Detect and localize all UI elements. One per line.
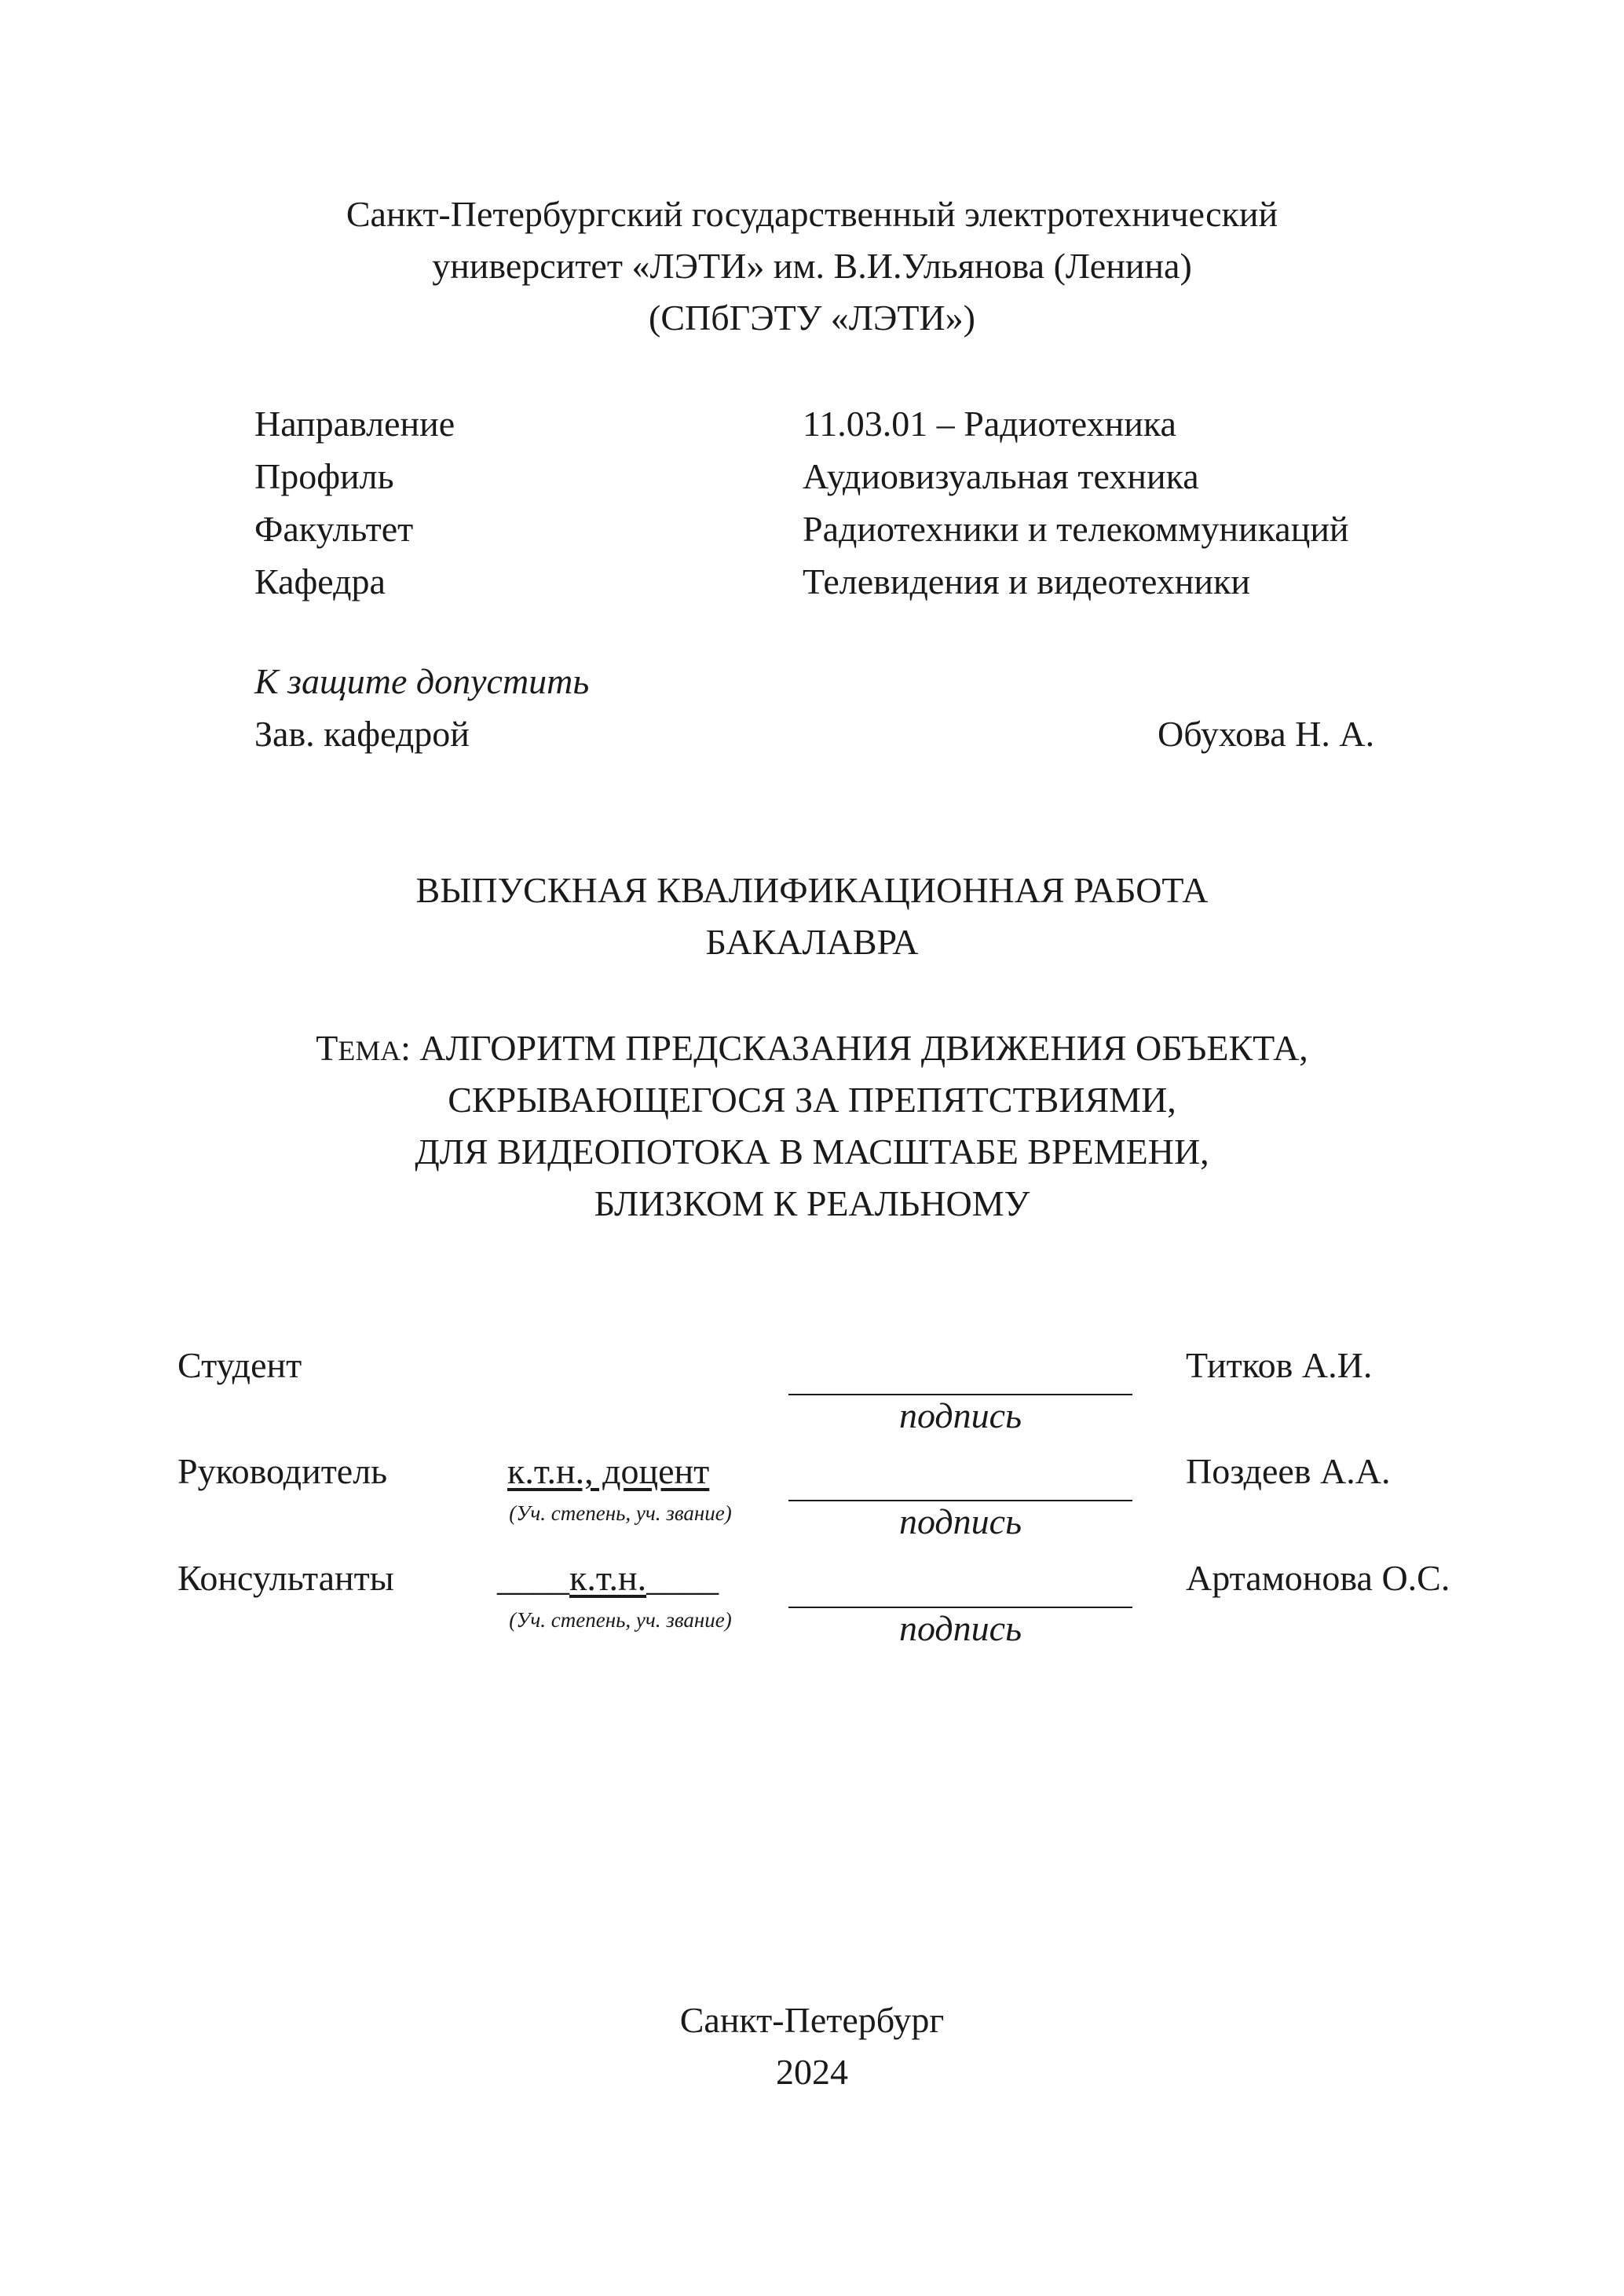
supervisor-degree-caption: (Уч. степень, уч. звание) (509, 1501, 732, 1525)
university-name-line-2: университет «ЛЭТИ» им. В.И.Ульянова (Ленина) (432, 246, 1192, 286)
work-type-line-2: БАКАЛАВРА (705, 922, 919, 962)
topic-prefix-initial: Т (316, 1028, 338, 1068)
consultant-name: Артамонова О.С. (1186, 1558, 1450, 1598)
supervisor-role: Руководитель (177, 1451, 388, 1491)
work-type-line-1: ВЫПУСКНАЯ КВАЛИФИКАЦИОННАЯ РАБОТА (415, 870, 1209, 910)
info-label-profile: Профиль (254, 456, 394, 496)
footer-year: 2024 (776, 2052, 848, 2092)
supervisor-name: Поздеев А.А. (1186, 1451, 1391, 1491)
consultant-degree-field (497, 1552, 719, 1604)
info-value-direction: 11.03.01 – Радиотехника (803, 404, 1176, 444)
consultant-degree-pad-right: ____ (646, 1558, 719, 1598)
student-signature-caption: подпись (898, 1395, 1022, 1435)
info-value-faculty: Радиотехники и телекоммуникаций (803, 509, 1349, 549)
consultant-degree-caption: (Уч. степень, уч. звание) (509, 1608, 732, 1632)
university-name-line-1: Санкт-Петербургский государственный электротехнический (346, 194, 1278, 234)
consultant-degree: к.т.н. (569, 1558, 647, 1598)
admit-to-defense: К защите допустить (254, 661, 590, 701)
topic-line-2: СКРЫВАЮЩЕГОСЯ ЗА ПРЕПЯТСТВИЯМИ, (448, 1080, 1176, 1120)
head-of-department-label: Зав. кафедрой (254, 714, 470, 754)
topic-title-line-1: : АЛГОРИТМ ПРЕДСКАЗАНИЯ ДВИЖЕНИЯ ОБЪЕКТА, (401, 1028, 1308, 1068)
info-label-direction: Направление (254, 404, 455, 444)
footer-city: Санкт-Петербург (679, 2000, 945, 2040)
info-label-faculty: Факультет (254, 509, 414, 549)
university-abbreviation: (СПбГЭТУ «ЛЭТИ») (649, 298, 975, 338)
consultant-signature-caption: подпись (898, 1608, 1022, 1648)
topic-line-4: БЛИЗКОМ К РЕАЛЬНОМУ (594, 1183, 1030, 1223)
consultant-role: Консультанты (177, 1558, 394, 1598)
student-name: Титков А.И. (1186, 1345, 1373, 1385)
head-of-department-name: Обухова Н. А. (1158, 714, 1375, 754)
supervisor-degree: к.т.н., доцент (507, 1451, 710, 1491)
topic-prefix-rest: ЕМА (338, 1035, 401, 1066)
supervisor-signature-caption: подпись (898, 1501, 1022, 1541)
info-label-department: Кафедра (254, 561, 386, 601)
topic-line-1 (0, 1022, 1624, 1077)
info-value-department: Телевидения и видеотехники (803, 561, 1250, 601)
info-value-profile: Аудиовизуальная техника (803, 456, 1199, 496)
student-role: Студент (177, 1345, 302, 1385)
topic-line-3: ДЛЯ ВИДЕОПОТОКА В МАСШТАБЕ ВРЕМЕНИ, (415, 1132, 1209, 1172)
consultant-degree-pad-left: ____ (497, 1558, 569, 1598)
